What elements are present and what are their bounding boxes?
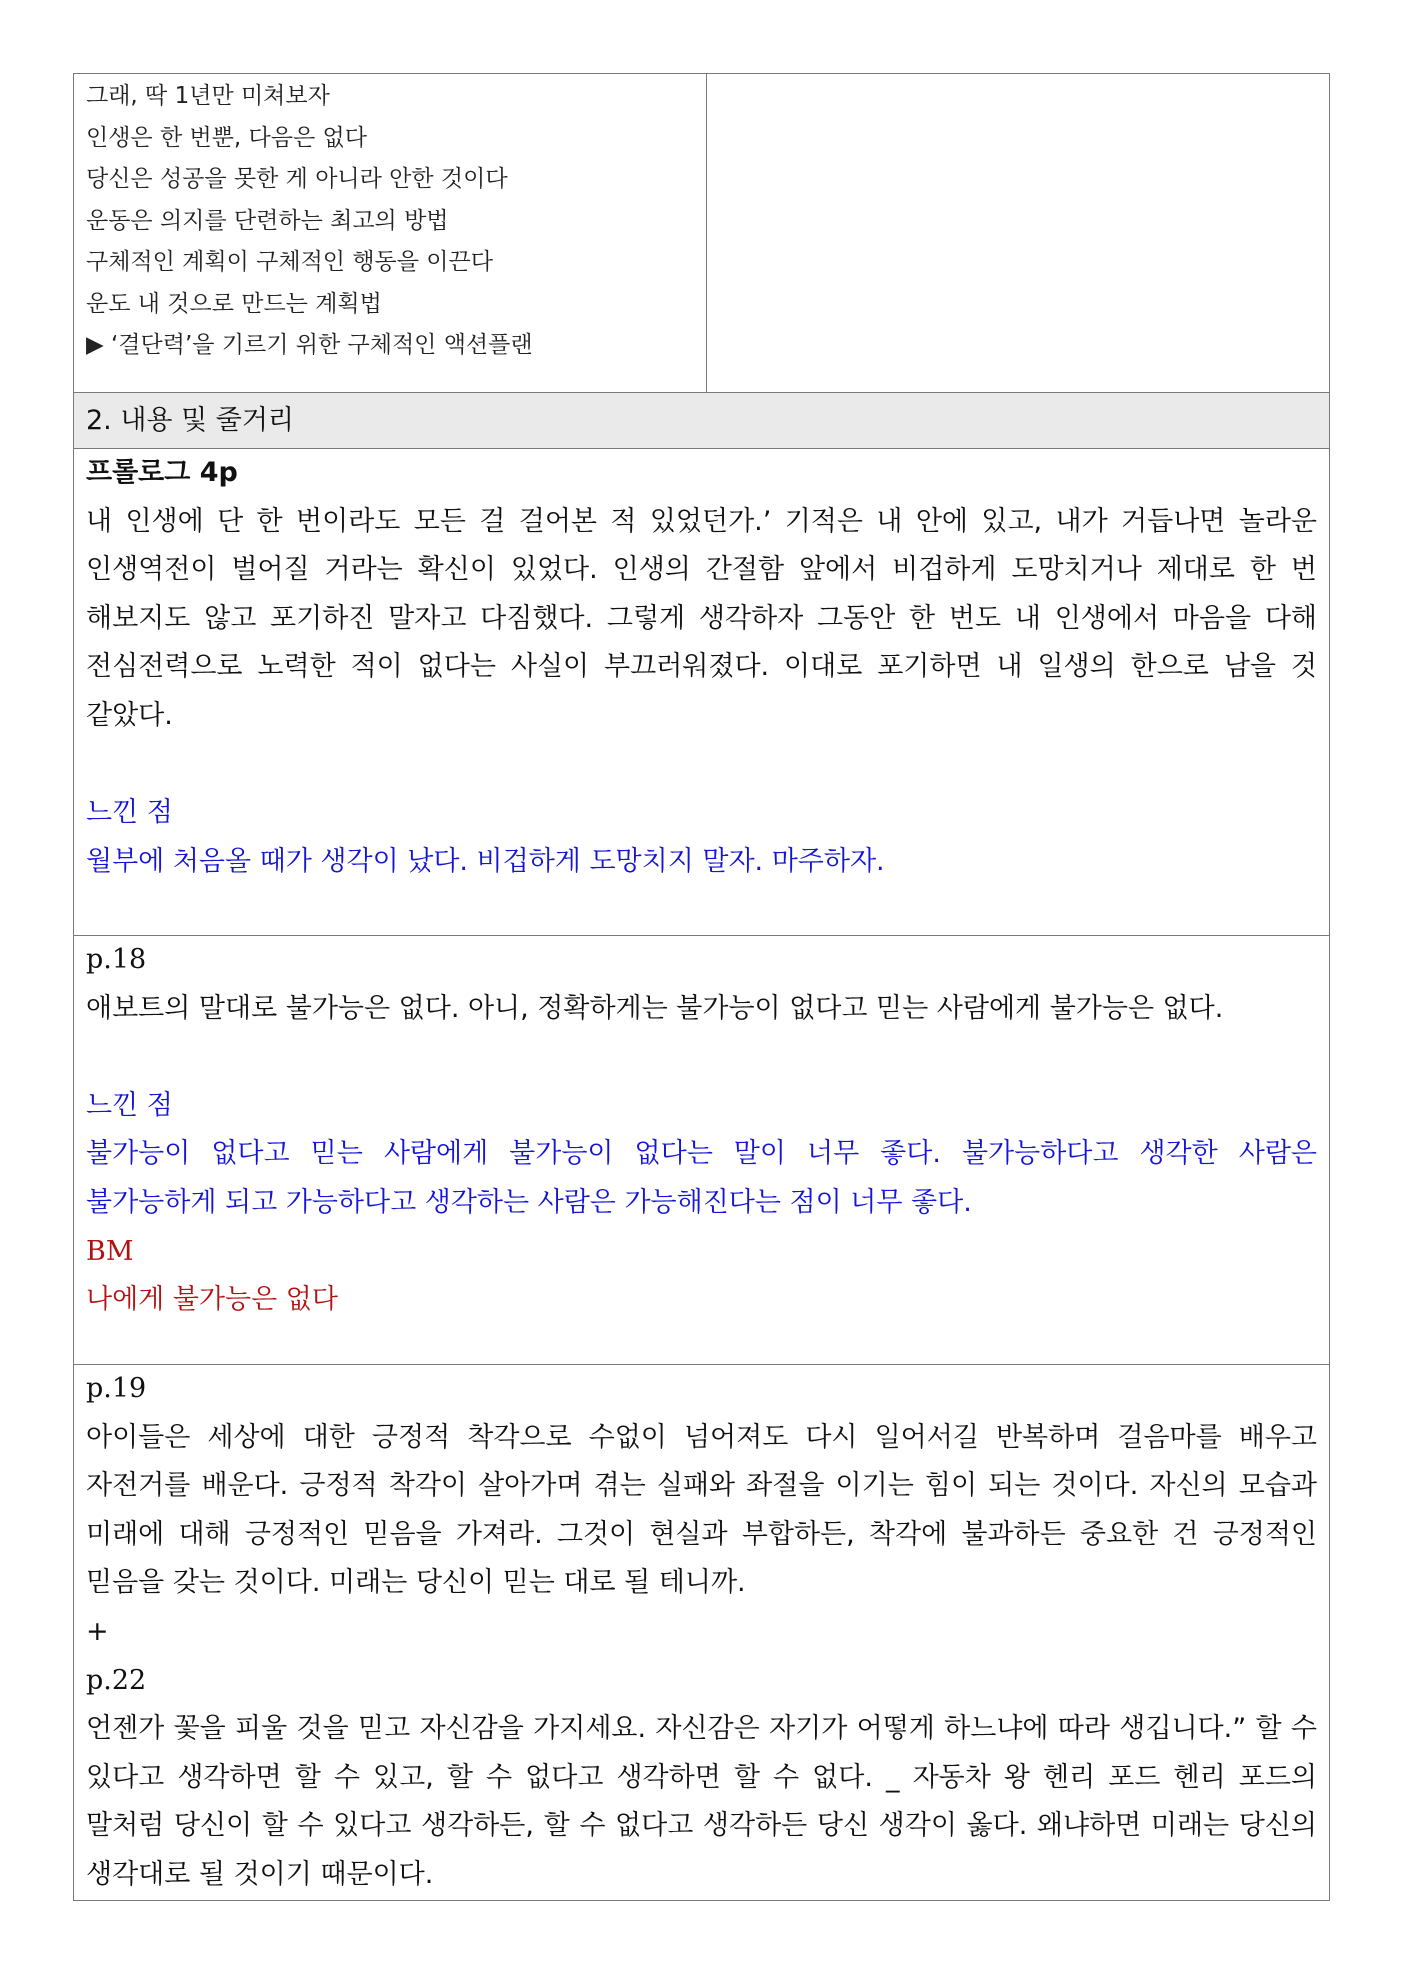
p22-page: p.22 — [86, 1664, 147, 1696]
prologue-cell — [74, 449, 1330, 936]
toc-line: 그래, 딱 1년만 미쳐보자 — [86, 83, 330, 109]
p18-bm-text: 나에게 불가능은 없다 — [86, 1284, 338, 1316]
p18-feel-label: 느낀 점 — [86, 1089, 173, 1121]
prologue-row — [74, 449, 1330, 936]
p19-body: 아이들은 세상에 대한 긍정적 착각으로 수없이 넘어져도 다시 일어서길 반복하며 걸음마를 배우고 자전거를 배운다. 긍정적 착각이 살아가며 겪는 실패와 좌절을 이기는 힘이 되는 것이다. 자신의 모습과 미래에 대해 긍정적인 믿음을 가져라. 그것이 현실과 부합하든, 착각에 불과하든 중요한 건 긍정적인 믿음을 갖는 것이다. 미래는 당신이 믿는 대로 될 테니까. — [86, 1421, 1317, 1599]
p18-cell — [74, 936, 1330, 1365]
prologue-feel-label: 느낀 점 — [86, 797, 173, 829]
toc-cell — [74, 74, 707, 393]
document-page — [73, 73, 1330, 1901]
prologue-heading: 프롤로그 4p — [86, 457, 238, 488]
p18-page: p.18 — [86, 944, 147, 975]
section-title: 2. 내용 및 줄거리 — [74, 393, 1330, 449]
p19-row — [74, 1365, 1330, 1901]
prologue-feel-text: 월부에 처음올 때가 생각이 났다. 비겁하게 도망치지 말자. 마주하자. — [86, 845, 885, 877]
toc-line: 운동은 의지를 단련하는 최고의 방법 — [86, 207, 449, 234]
p18-feel-text: 불가능이 없다고 믿는 사람에게 불가능이 없다는 말이 너무 좋다. 불가능하다고 생각한 사람은 불가능하게 되고 가능하다고 생각하는 사람은 가능해진다는 점이 너무 좋다. — [86, 1138, 1317, 1218]
section-header-row — [74, 393, 1330, 449]
p19-page: p.19 — [86, 1373, 147, 1404]
p22-body: 언젠가 꽃을 피울 것을 믿고 자신감을 가지세요. 자신감은 자기가 어떻게 하느냐에 따라 생깁니다.” 할 수 있다고 생각하면 할 수 있고, 할 수 없다고 생각하면 할 수 없다. _ 자동차 왕 헨리 포드 헨리 포드의 말처럼 당신이 할 수 있다고 생각하든, 할 수 없다고 생각하든 당신 생각이 옳다. 왜냐하면 미래는 당신의 생각대로 될 것이기 때문이다. — [86, 1713, 1317, 1890]
plus-sign: + — [86, 1615, 109, 1647]
p18-row — [74, 936, 1330, 1365]
report-table — [73, 73, 1330, 1901]
p18-body: 애보트의 말대로 불가능은 없다. 아니, 정확하게는 불가능이 없다고 믿는 사람에게 불가능은 없다. — [86, 992, 1224, 1024]
toc-line: 인생은 한 번뿐, 다음은 없다 — [86, 124, 367, 151]
p18-bm-label: BM — [86, 1235, 134, 1267]
toc-empty-cell — [707, 74, 1330, 393]
p19-cell — [74, 1365, 1330, 1901]
toc-line: 운도 내 것으로 만드는 계획법 — [86, 290, 382, 317]
toc-line: ▶ ‘결단력’을 기르기 위한 구체적인 액션플랜 — [86, 332, 533, 358]
toc-line: 구체적인 계획이 구체적인 행동을 이끈다 — [86, 249, 493, 275]
toc-line: 당신은 성공을 못한 게 아니라 안한 것이다 — [86, 166, 508, 192]
toc-row — [74, 74, 1330, 393]
prologue-body: 내 인생에 단 한 번이라도 모든 걸 걸어본 적 있었던가.’ 기적은 내 안에 있고, 내가 거듭나면 놀라운 인생역전이 벌어질 거라는 확신이 있었다. 인생의 간절함 앞에서 비겁하게 도망치거나 제대로 한 번 해보지도 않고 포기하진 말자고 다짐했다. 그렇게 생각하자 그동안 한 번도 내 인생에서 마음을 다해 전심전력으로 노력한 적이 없다는 사실이 부끄러워졌다. 이대로 포기하면 내 일생의 한으로 남을 것 같았다. — [86, 505, 1317, 731]
